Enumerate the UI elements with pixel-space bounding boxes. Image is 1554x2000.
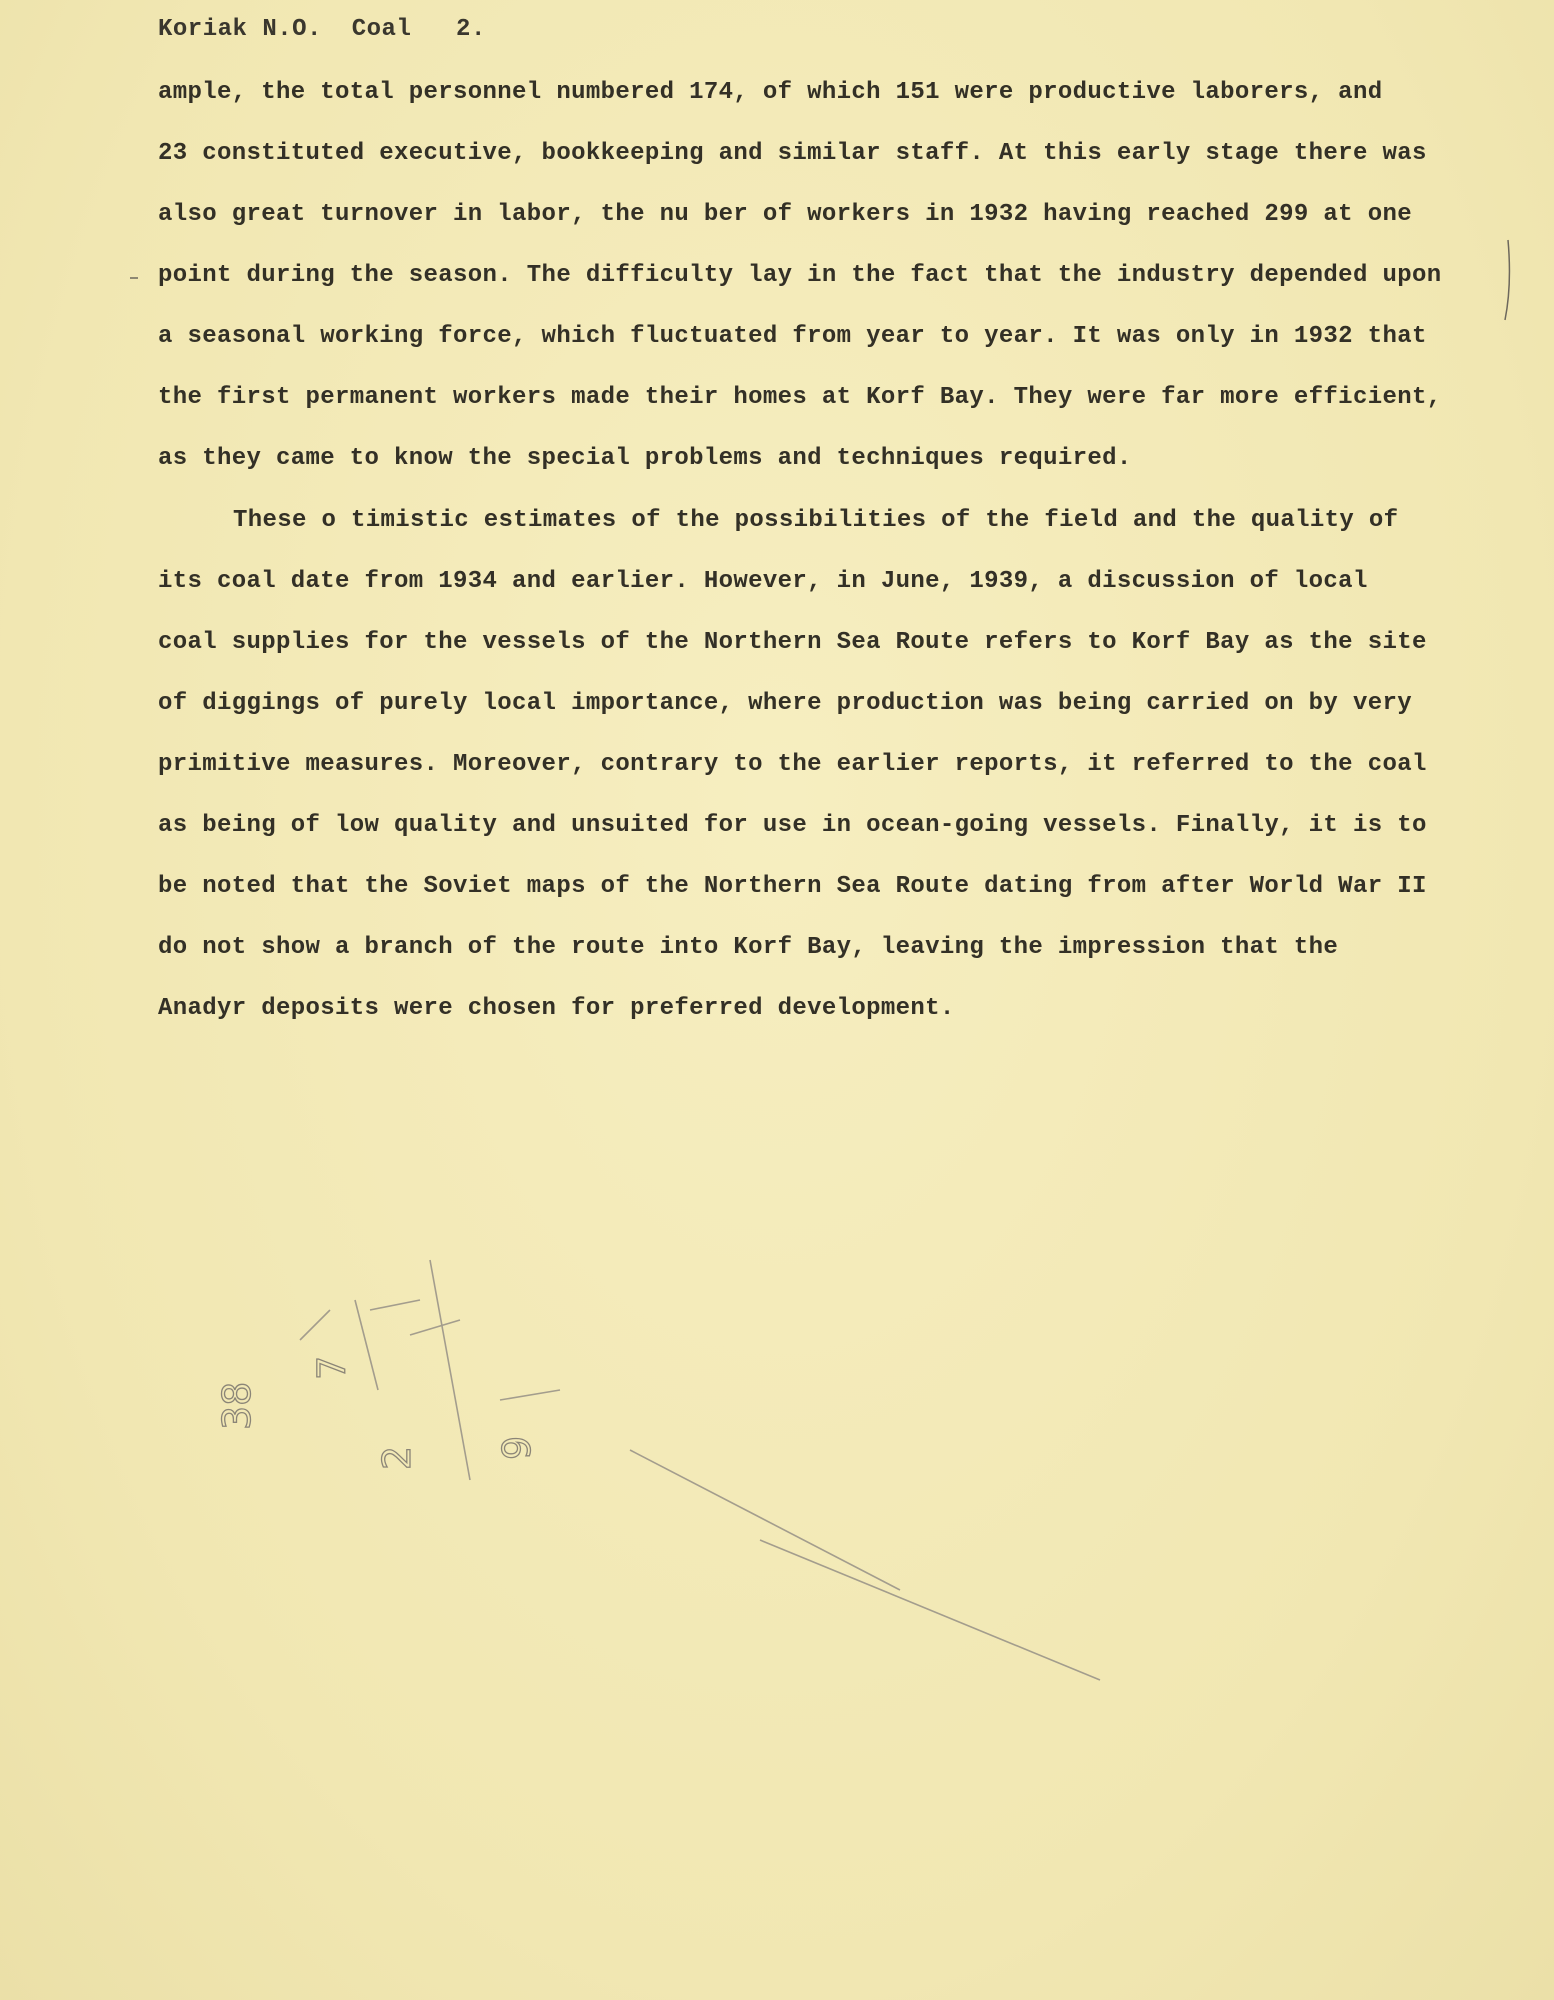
pencil-stroke — [760, 1540, 1100, 1680]
paragraph-1-line-6: the first permanent workers made their homes at Korf Bay. They were far more efficient, — [158, 384, 1442, 411]
paragraph-2-line-6: as being of low quality and unsuited for use in ocean-going vessels. Finally, it is to — [158, 812, 1427, 839]
pencil-note-38: 38 — [215, 1381, 259, 1430]
page-header: Koriak N.O. Coal 2. — [158, 16, 486, 43]
pencil-stroke — [355, 1300, 378, 1390]
paragraph-1-line-2: 23 constituted executive, bookkeeping and similar staff. At this early stage there was — [158, 140, 1427, 167]
paragraph-2-line-4: of diggings of purely local importance, where production was being carried on by very — [158, 690, 1412, 717]
paragraph-1-line-4: point during the season. The difficulty lay in the fact that the industry depended upon — [158, 262, 1442, 289]
pencil-note-9: 9 — [495, 1435, 539, 1460]
pencil-note-7: 7 — [310, 1355, 354, 1380]
pencil-stroke — [500, 1390, 560, 1400]
pencil-stroke — [300, 1310, 330, 1340]
pencil-fraction-marks — [300, 1260, 1100, 1680]
paragraph-2-line-8: do not show a branch of the route into Korf Bay, leaving the impression that the — [158, 934, 1339, 961]
paragraph-2-line-1: These o timistic estimates of the possibilities of the field and the quality of — [233, 507, 1399, 534]
pencil-stroke — [370, 1300, 420, 1310]
pencil-stroke — [430, 1260, 470, 1480]
right-margin-bracket — [1505, 240, 1509, 320]
pencil-stroke — [630, 1450, 900, 1590]
paragraph-1-line-1: ample, the total personnel numbered 174, of which 151 were productive laborers, and — [158, 79, 1383, 106]
paragraph-1-line-5: a seasonal working force, which fluctuated from year to year. It was only in 1932 that — [158, 323, 1427, 350]
paragraph-2-line-3: coal supplies for the vessels of the Northern Sea Route refers to Korf Bay as the site — [158, 629, 1427, 656]
paragraph-1-line-7: as they came to know the special problems and techniques required. — [158, 445, 1132, 472]
pencil-numbers — [215, 1356, 539, 1470]
pencil-note-2: 2 — [375, 1445, 419, 1470]
paragraph-2-line-5: primitive measures. Moreover, contrary to the earlier reports, it referred to the coal — [158, 751, 1427, 778]
pencil-stroke — [410, 1320, 460, 1335]
paragraph-2-line-9: Anadyr deposits were chosen for preferred development. — [158, 995, 955, 1022]
paragraph-2-line-7: be noted that the Soviet maps of the Northern Sea Route dating from after World War II — [158, 873, 1427, 900]
paragraph-1-line-3: also great turnover in labor, the nu ber of workers in 1932 having reached 299 at one — [158, 201, 1412, 228]
paragraph-2-line-2: its coal date from 1934 and earlier. However, in June, 1939, a discussion of local — [158, 568, 1368, 595]
